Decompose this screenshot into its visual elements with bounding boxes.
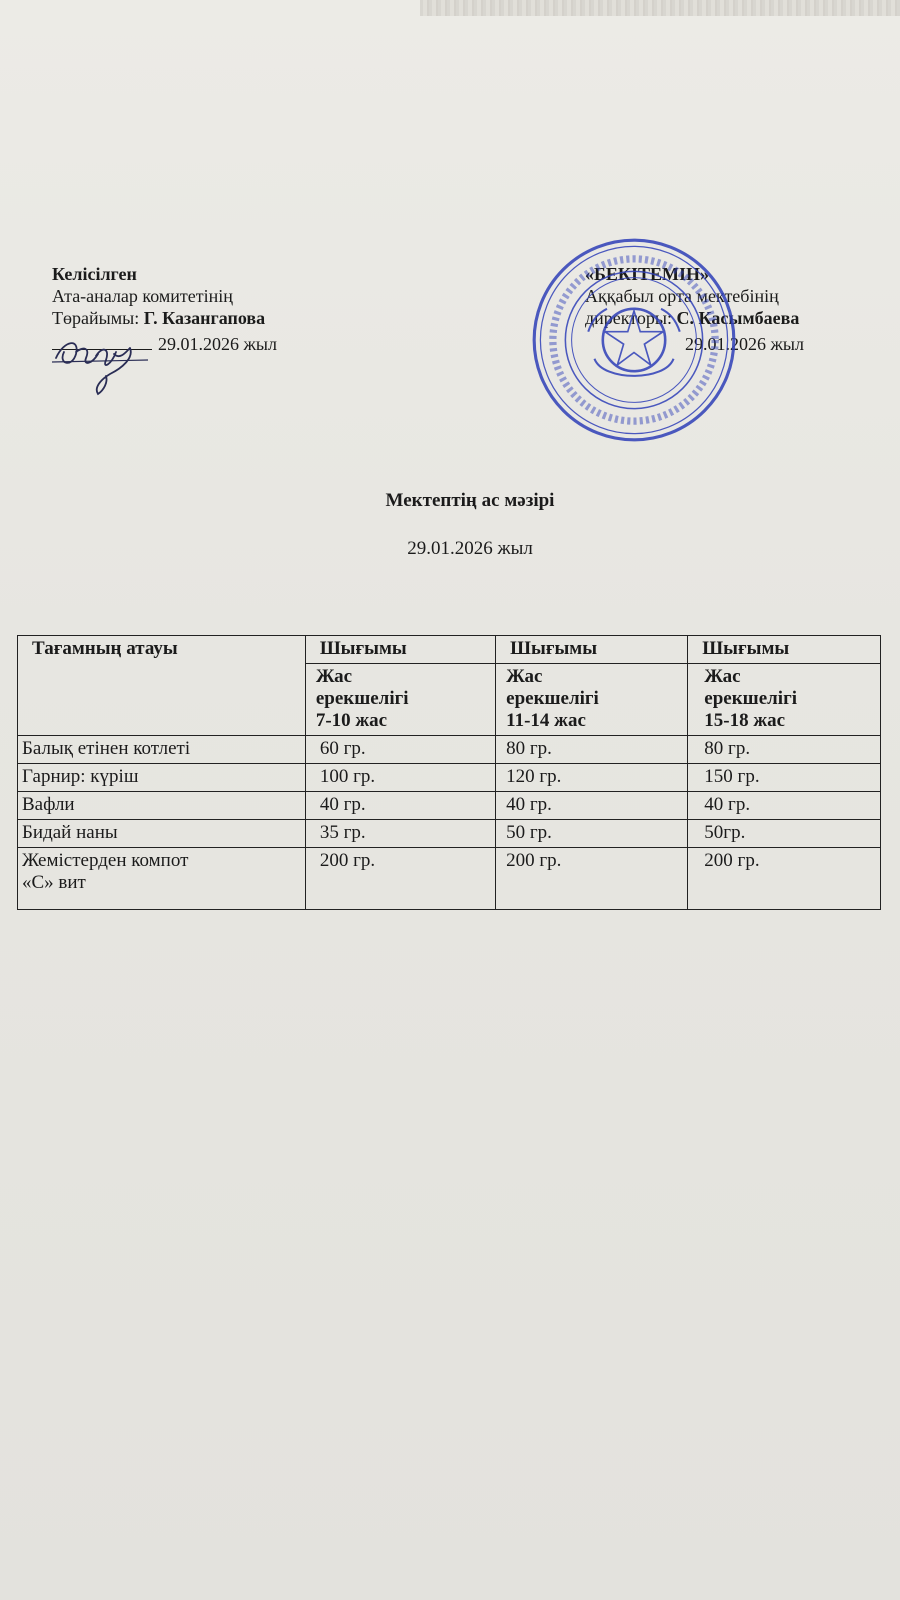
table-row [18, 792, 881, 820]
table-row [18, 736, 881, 764]
portion-7-10: 200 гр. [305, 848, 495, 910]
age-group-15-18: Жас ерекшелігі 15-18 жас [688, 664, 881, 736]
dish-name: Бидай наны [18, 820, 306, 848]
portion-11-14: 80 гр. [496, 736, 688, 764]
portion-11-14: 200 гр. [496, 848, 688, 910]
header-output-2: Шығымы [496, 636, 688, 664]
portion-15-18: 200 гр. [688, 848, 881, 910]
portion-11-14: 50 гр. [496, 820, 688, 848]
approval-right-line1: Аққабыл орта мектебінің [585, 286, 779, 306]
approval-left-date: 29.01.2026 жыл [158, 334, 278, 354]
menu-table [17, 635, 881, 910]
dish-name: Гарнир: күріш [18, 764, 306, 792]
approval-right-title: директоры: [585, 308, 673, 328]
approval-right-date: 29.01.2026 жыл [685, 334, 805, 354]
torn-paper-edge [420, 0, 900, 16]
dish-name: Жемістерден компот «С» вит [18, 848, 306, 910]
portion-15-18: 50гр. [688, 820, 881, 848]
header-output-1: Шығымы [305, 636, 495, 664]
age-group-11-14: Жас ерекшелігі 11-14 жас [496, 664, 688, 736]
table-header-row [18, 636, 881, 664]
portion-7-10: 100 гр. [305, 764, 495, 792]
approval-left-line1: Ата-аналар комитетінің [52, 286, 233, 306]
approval-right-name: С. Касымбаева [676, 308, 800, 328]
dish-name: Вафли [18, 792, 306, 820]
dish-name: Балық етінен котлеті [18, 736, 306, 764]
table-row [18, 820, 881, 848]
portion-15-18: 40 гр. [688, 792, 881, 820]
approval-left-heading: Келісілген [52, 264, 137, 284]
approval-right-heading: «БЕКІТЕМІН» [585, 264, 709, 284]
approval-left-title: Төрайымы: [52, 308, 140, 328]
portion-7-10: 40 гр. [305, 792, 495, 820]
header-output-3: Шығымы [688, 636, 881, 664]
portion-7-10: 35 гр. [305, 820, 495, 848]
age-group-7-10: Жас ерекшелігі 7-10 жас [305, 664, 495, 736]
portion-15-18: 80 гр. [688, 736, 881, 764]
approval-left-name: Г. Казангапова [143, 308, 266, 328]
handwritten-signature [50, 330, 150, 400]
director-approval [585, 263, 804, 355]
portion-15-18: 150 гр. [688, 764, 881, 792]
portion-7-10: 60 гр. [305, 736, 495, 764]
portion-11-14: 40 гр. [496, 792, 688, 820]
document-title: Мектептің ас мәзірі [385, 490, 555, 511]
table-row [18, 848, 881, 910]
portion-11-14: 120 гр. [496, 764, 688, 792]
document-date: 29.01.2026 жыл [407, 538, 533, 559]
header-dish-name: Тағамның атауы [18, 636, 306, 736]
table-row [18, 764, 881, 792]
